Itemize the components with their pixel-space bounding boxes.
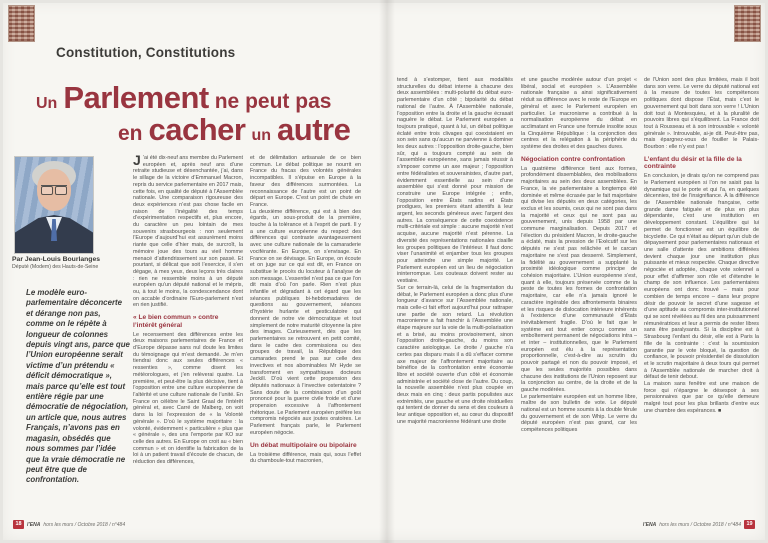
body-paragraph: tend à s’estomper, tient aux modalités structurelles du débat interne à chacune des deux assemblées : multi-polarité du débat euro-parlementaire d’un côté ; bipolarité du débat national de l’autre. À l’Assemblée nationale, l’opposition entre la droite et la gauche écrasait naguère le débat. Le Parlement européen a toujours pratiqué, quant à lui, un débat politique éclaté entre trois clivages qui coexistaient en son sein sans qu’aucun ne parvienne à dominer les deux autres : l’opposition droite-gauche, bien sûr, qui a toujours compté au sein de l’assemblée européenne, sans jamais réussir à s’imposer comme un axe majeur ; l’opposition entre fédéralistes et souverainistes, d’autre part, évidemment essentielle au sein d’une assemblée qui s’est donné pour mission de construire une Europe intégrée ; enfin, l’opposition entre États radins et États prodigues, les premiers étant attentifs à leur argent, les seconds généreux avec l’argent des autres. La conséquence de cette coexistence multi-critériale est simple : aucune majorité n’est acquise, aucune majorité n’est pérenne. La diversité des représentations nationales cisaille les groupes politiques de l’intérieur. Il faut donc viser l’unanimité et enjamber tous les groupes pour atteindre une simple majorité. Le Parlement européen est un lieu de négociation ininterrompue. Les couteaux doivent rester au vestiaire. <box>397 77 513 285</box>
subheading: Négociation contre confrontation <box>521 155 626 163</box>
paragraph-text: ’ai été dix-neuf ans membre du Parlement européen et, après neuf ans d’une retraite studieuse et désenchantée, j’ai, dans le sillage de la victoire d’Emmanuel Macron, repris du service parlementaire en 2017 mais, cette fois, en qualité de député à l’Assemblée nationale. Une comparaison rigoureuse des deux expériences n’est pas chose facile en raison de l’inégalité des temps d’expérimentation respectifs et, plus encore, du caractère un peu lointain de mes souvenirs strasbourgeois : non seulement l’Europe d’aujourd’hui est assurément moins riante que celle d’hier mais, de surcroît, la mémoire joue des tours au vieil homme menacé d’attendrissement sur son passé. Et pourtant, si délicat que soit l’exercice, il s’en dégage, à mes yeux, deux leçons très claires : rien ne ressemble moins à un député européen qu’un député national et le mépris, ou, à tout le moins, la condescendance dont on accable d’ordinaire l’Euro-parlement n’est en rien justifié. <box>133 155 243 309</box>
body-paragraph: La deuxième différence, qui est à bien des égards, un sous-produit de la première, touche à la tolérance et à l’esprit de parti. Il y a une culture européenne du respect des différences qui contraste avantageusement avec une culture nationale de la camaraderie vociférante. En Europe, on s’envisage. En France on se dévisage. En Europe, on écoute et on juge sur ce qui est dit, en France on substitue le procès du locuteur à l’analyse de son message. L’essentiel n’est pas ce que l’on dit mais d’où l’on parle. Rien n’est plus infantile et dégradant à cet égard que les séances publiques bi-hebdomadaires de questions au gouvernement, séances d’hystérie hurlante et gesticulatoire qui donnent de notre vie démocratique et tout simplement de notre maturité citoyenne la pire des images. Curieusement, dès que les parlementaires se retrouvent en petit comité, dans le cadre des commissions ou des groupes de travail, la République des camarades prend le pas sur celle des invectives et nos abominables Mr Hyde se transforment en sympathiques docteurs Jeckill. D’où vient cette propension des députés nationaux à l’invective ostentatoire ? Sans doute de la combinaison d’un goût prononcé pour la guerre civile froide et d’une propension excessive à l’affrontement rhétorique. Le Parlement européen préfère les compromis négociés aux joutes oratoires. Le Parlement français parle, le Parlement européen négocie. <box>250 208 361 436</box>
body-paragraph: Le recensement des différences entre les deux maisons parlementaires de France et d’Europe dépasse sans nul doute les limites du témoignage qui m’est demandé. Je m’en tiendrai donc aux seules différences « ressenties », comme disent les météorologues, et j’en relèverai quatre. La première, et peut-être la plus décisive, tient à l’opposition entre une culture européenne de l’altérité et une culture nationale de l’unité. En France on célèbre le Saint Graal de l’intérêt général et, avec Carré de Malberg, on voit dans la loi l’expression de « la Volonté générale ». D’où le système majoritaire : la volonté, évidemment « particulière » plus que « générale », des uns l’emporte par KO sur celle des autres. En Europe on croit au « bien commun » et on identifie la fabrication de la loi à un patient travail d’écoute de chacun, de réduction des différences, <box>133 331 243 466</box>
left-page-column-1 <box>133 155 243 541</box>
section-kicker: Constitution, Constitutions <box>56 45 236 60</box>
pull-quote: Le modèle euro-parlementaire déconcerte et dérange non pas, comme on le répète à longueur de colonnes depuis vingt ans, parce que l’Union européenne serait victime d’un prétendu « déficit démocratique », mais parce qu’elle est tout entière régie par une démocratie de négociation, un article que, nous autres Français, n’avons pas en magasin, obsédés que nous sommes par l’idée que la vraie démocratie ne peut être que de confrontation. <box>26 288 130 485</box>
title-word: autre <box>277 112 351 147</box>
right-page-column-3 <box>644 77 759 497</box>
body-paragraph: La troisième différence, mais qui, sous l’effet du chamboule-tout macronien, <box>250 451 361 465</box>
glasses-icon <box>41 185 67 193</box>
issue-info: hors les murs / Octobre 2018 / n°484 <box>659 521 741 528</box>
left-page-column-2 <box>250 155 361 527</box>
author-name: Par Jean-Louis Bourlanges <box>12 256 101 263</box>
subheading: L’enfant du désir et la fille de la contrainte <box>644 155 742 171</box>
title-word: Parlement <box>63 80 209 115</box>
right-page-column-2 <box>521 77 637 535</box>
right-page-footer <box>643 520 755 529</box>
title-word: ne peut pas <box>214 90 332 113</box>
drop-cap: J <box>133 155 141 168</box>
title-word: Un <box>36 95 58 112</box>
subheading: Un débat multipolaire ou bipolaire <box>250 441 357 449</box>
title-word: en <box>118 122 143 145</box>
left-page-footer <box>13 520 125 529</box>
body-paragraph: et une gauche modérée autour d’un projet « libéral, social et européen ». L’Assemblée nationale française a ainsi significativement réduit sa différence avec le reste de l’Europe en général et avec le Parlement européen en particulier. Le macronisme a contribué à la normalisation européenne du débat en acclimatant en France une formule insolite sous la Cinquième République : la conjonction des centres et la relégation à la périphérie du système des droites et des gauches dures. <box>521 77 637 151</box>
page-number-badge: 18 <box>13 520 24 529</box>
title-word: un <box>251 127 272 144</box>
article-title-line1 <box>36 80 337 116</box>
body-paragraph: et de délimitation artisanale de ce bien commun. Le débat politique se nourrit en France du fracas des volontés générales incompatibles. Il s’épuise en Europe à la faveur des différences surmontées. La reconnaissance de l’autre est un point de départ en Europe. C’est un point de chute en France. <box>250 155 361 208</box>
corner-ornament-stamp-icon <box>8 5 35 42</box>
body-paragraph: La quatrième différence tient aux formes, profondément dissemblables, des mobilisations majoritaires au sein des deux assemblées. En France, la vie parlementaire a longtemps été dominée et même écrasée par le fait majoritaire qui divise les députés en deux catégories, les exclus et les soumis, ceux qui ne sont pas dans la majorité et ceux qui ne sont pas au gouvernement, unis depuis 1958 par une commune marginalisation. Depuis 2017 et l’élection du président Macron, le droite-gauche a éclaté, mais la pression de l’Exécutif sur les députés ne s’est pas relâchée et le carcan majoritaire ne s’est pas desserré. Simplement, la fidélité au gouvernement a supplanté la proximité idéologique comme principe de cohésion majoritaire. L’Union européenne s’est, quant à elle, toujours préservée comme de la peste de toutes les formes de confrontation majoritaire, car elle n’a jamais ignoré le caractère ingérable des affrontements binaires et les risques de dislocation intérieure inhérents à l’existence d’une communauté d’États inévitablement fragile. D’où le fait que le système est tout entier conçu comme un emboîtement permanent de négociations intra – et inter – institutionnelles, que le Parlement européen est élu à la représentation proportionnelle, c’est-à-dire au scrutin du pouvoir partagé et non du pouvoir imposé, et que les seules majorités possibles dans chacune des institutions de l’Union reposent sur la conjonction au centre, de la droite et de la gauche modérées. <box>521 165 637 393</box>
subheading: « Le bien commun » contre l’intérêt général <box>133 314 219 329</box>
body-paragraph: En conclusion, je dirais qu’on ne comprend pas le Parlement européen si l’on ne saisit pas la dynamique qui le porte et qui l’a, en quelques décennies, tiré de l’insignifiance. À la différence de l’Assemblée nationale française, cette grande dame fatiguée et de plus en plus dépendante, c’est une institution en développement constant. L’équilibre qui lui permet de fonctionner est un équilibre de bicyclette. Ce qui n’était au départ qu’un club de dépaysement pour parlementaires nationaux et une salle d’attente des ambitions différées devient chaque jour une institution plus puissante et mieux respectée. Chaque directive négociée et adoptée, chaque vote solennel a pour effet d’affirmer son rôle et d’étendre le champ de son influence. Les parlementaires européens ont donc trouvé – mais pour combien de temps encore – dans leur propre désir de pouvoir le secret d’une sagesse et d’une aptitude au compromis inter-institutionnel qui se sont révélées au fil des ans puissamment rémunératrices et leur a permis de rester libres sans être paralysants. Si la discipline est à Strasbourg l’enfant du désir, elle est à Paris la fille de la contrainte : c’est la soumission garantie par le vote bloqué, la question de confiance, le pouvoir présidentiel de dissolution et le scrutin majoritaire à deux tours qui permet à l’Assemblée nationale de marcher droit à défaut de tenir debout. <box>644 173 759 381</box>
author-portrait-photo <box>14 156 94 254</box>
magazine-logo: l’ENA <box>27 521 41 528</box>
title-word: cacher <box>148 112 246 147</box>
body-paragraph: La maison sans fenêtre est une maison de force qui n’épargne le désespoir à ses pensionnaires que par ce qu’elle demeure malgré tout pour les plus brillants d’entre eux une chambre des espérances. ■ <box>644 381 759 414</box>
right-page-column-1 <box>397 77 513 531</box>
corner-ornament-stamp-icon <box>734 5 761 42</box>
page-gutter-shadow <box>379 0 395 543</box>
magazine-logo: l’ENA <box>642 521 657 528</box>
issue-info: hors les murs / Octobre 2018 / n°484 <box>43 521 126 528</box>
page-number-badge: 19 <box>744 520 755 529</box>
author-role: Député (Modem) des Hauts-de-Seine <box>12 264 99 270</box>
article-title-line2 <box>118 112 356 148</box>
body-paragraph: de l’Union sont des plus limitées, mais il boit dans son verre. Le verre du député national est à la mesure de toutes les compétences politiques dont dispose l’État, mais c’est le gouvernement qui boit dans son verre ! L’Union doit tout à Montesquieu, et à la pluralité de pouvoirs libres qui s’équilibrent. La France doit tout à Rousseau et à son introuvable « volonté générale ». Introuvable, ai-je dit. Peut-être pas, mais épargnez-vous de fouiller le Palais-Bourbon : elle n’y est pas ! <box>644 77 759 151</box>
body-paragraph <box>133 155 243 309</box>
body-paragraph: Sur ce terrain-là, celui de la fragmentation du débat, le Parlement européen a donc plus d’une longueur d’avance sur l’Assemblée nationale, mais celle-ci fait effort aujourd’hui pour rattraper une partie de son retard. La révolution macronienne a fait franchir à l’Assemblée une étape majeure sur la voie de la multi-polarisation et a brisé, au moins provisoirement, sinon l’opposition droite-gauche, du moins son caractère axiologique. Le droite / gauche n’a certes pas disparu mais il a dû s’effacer comme axe majeur de l’affrontement majoritaire au bénéfice de la confrontation entre économie libre et société ouverte d’un côté et économie administrée et société close de l’autre. Du coup, la nouvelle assemblée n’est plus coupée en deux mais en cinq : deux partis populistes aux extrémités, une gauche et une droite résiduelles qui tentent de donner du sens et des couleurs à leur antique opposition et, au cœur du dispositif une majorité macronienne fédérant une droite <box>397 284 513 425</box>
body-paragraph: Le parlementaire européen est un homme libre, maître de son bulletin de vote. Le député national est un homme soumis à la double férule du gouvernement et de son Whip. Le verre du député européen n’est pas grand, car les compétences politiques <box>521 393 637 434</box>
byline <box>12 256 132 270</box>
